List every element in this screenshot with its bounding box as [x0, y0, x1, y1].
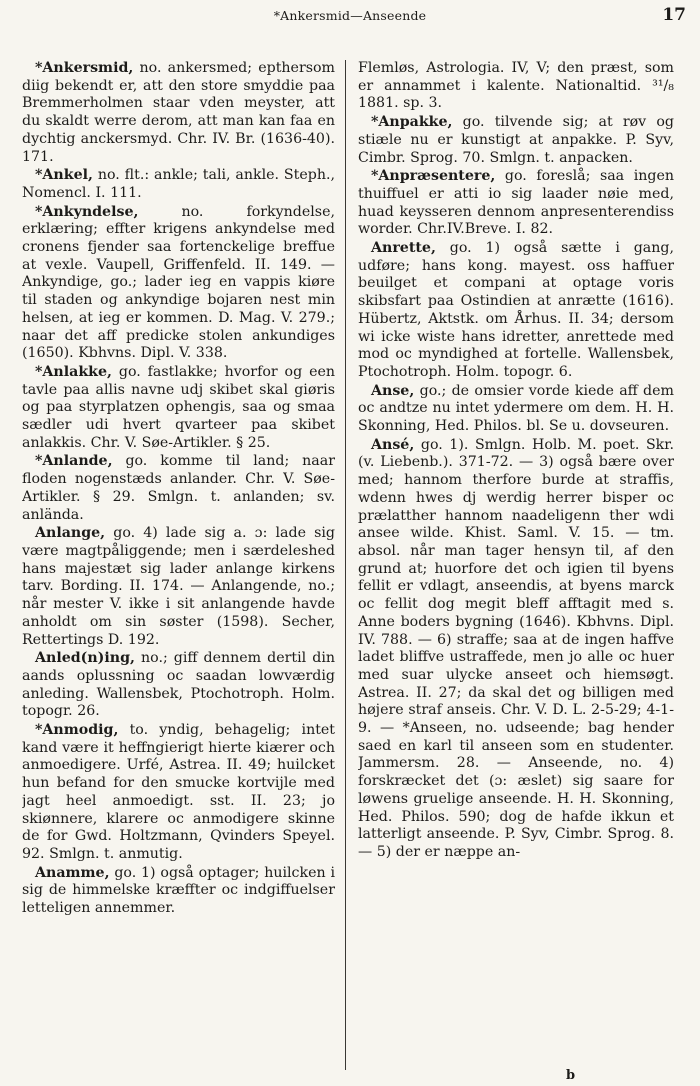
- headword: Anse,: [371, 382, 415, 399]
- headword: *Anlande,: [35, 453, 113, 470]
- entry: [22, 167, 335, 202]
- entry-continuation: [358, 60, 674, 113]
- entry: [358, 114, 674, 167]
- right-column: [358, 60, 674, 1060]
- page-number: 17: [662, 5, 686, 25]
- headword: Anled(n)ing,: [35, 650, 135, 667]
- entry-body: no. ankersmed; epthersom diig bekendt er, att den store smyddie paa Bremmerholmen staar vden meyster, att du skaldt werre derom, att man kan faa en dychtig anckersmyd. Chr. IV. Br. (1636-40). 171.: [22, 60, 335, 165]
- entry-body: no. flt.: ankle; tali, ankle. Steph., Nomencl. I. 111.: [22, 167, 335, 201]
- entry-body: no.; giff dennem dertil din aands oplussning oc saadan lowværdig anleding. Wallensbek, Ptochotroph. Holm. topogr. 26.: [22, 650, 335, 720]
- entry-body: go. 1) også sætte i gang, udføre; hans kong. mayest. oss haffuer beuilget et compani at optage voris skibsfart paa Ostindien at anrætte (1616). Hübertz, Aktstk. om Århus. II. 34; dersom wi icke wiste hans idretter, anrettede med mod oc myndighed at fortelle. Wallensbek, Ptochotroph. Holm. topogr. 6.: [358, 240, 674, 380]
- headword: *Ankyndelse,: [35, 203, 139, 220]
- entry: [22, 722, 335, 864]
- entry: [22, 865, 335, 918]
- entry-body: go. tilvende sig; at røv og stiæle nu er kunstigt at anpakke. P. Syv, Cimbr. Sprog. 70. Smlgn. t. anpacken.: [358, 114, 674, 166]
- entry-body: go. foreslå; saa ingen thuiffuel er atti io sig laader nøie med, huad keysseren dennom anpresenterendiss worder. Chr.IV.Breve. I. 82.: [358, 168, 674, 238]
- entry: [358, 168, 674, 239]
- entry: [22, 453, 335, 524]
- entry-body: Flemløs, Astrologia. IV, V; den præst, som er annammet i kalente. Nationaltid. ³¹/₈ 1881. sp. 3.: [358, 60, 674, 112]
- entry-body: go. komme til land; naar floden nogenstæds anlander. Chr. V. Søe-Artikler. § 29. Smlgn. t. anlanden; sv. anlända.: [22, 453, 335, 523]
- headword: Anrette,: [371, 240, 436, 257]
- entry-body: to. yndig, behagelig; intet kand være it heffngierigt hierte kiærer och anmoedigere. Urfé, Astrea. II. 49; huilcket hun befand for den smucke kortvijle med jagt heel anmoedigt. sst. II. 23; jo skiønnere, klarere oc anmodigere skinne de for Gwd. Holtzmann, Qvinders Speyel. 92. Smlgn. t. anmutig.: [22, 722, 335, 862]
- entry-body: go. 4) lade sig a. ɔ: lade sig være magtpåliggende; men i særdeleshed hans majestæt sig lader anlange kirkens tarv. Bording. II. 174. — Anlangende, no.; når mester V. ikke i sit anlangende havde anholdt om sin søster (1598). Secher, Rettertings D. 192.: [22, 525, 335, 648]
- entry-body: go. 1). Smlgn. Holb. M. poet. Skr. (v. Liebenb.). 371-72. — 3) også bære over med; hannom therfore burde at straffis, wdenn hwes dj werdig herrer bisper oc prælatther hannom naadeligenn ther wdi ansee wilde. Khist. Saml. V. 15. — tm. absol. når man tager hensyn til, af den grund at; huorfore det och igien til byens fellit er vdlagt, anseendis, at byens marck oc fellit dog megit bleff afftagit med s. Anne boders bygning (1646). Kbhvns. Dipl. IV. 788. — 6) straffe; saa at de ingen haffve ladet bliffve ustraffede, men jo alle oc huer med suar ulycke anseet och hiemsøgt. Astrea. II. 27; da skal det og billigen med højere straf anseis. Chr. V. D. L. 2-5-29; 4-1-9. — *Anseen, no. udseende; bag hender saed en karl til anseen som en studenter. Jammersm. 28. — Anseende, no. 4) forskræcket det (ɔ: æslet) sig saare for løwens gruelige anseende. H. H. Skonning, Hed. Philos. 590; dog de hafde ikkun et latterligt anseende. P. Syv, Cimbr. Sprog. 8. — 5) der er næppe an-: [358, 436, 674, 860]
- headword: *Ankersmid,: [35, 60, 134, 76]
- entry-body: go. fastlakke; hvorfor og een tavle paa allis navne udj skibet skal giøris og paa styrplatzen ophengis, saa og smaa sædler udi hvert qvarteer paa skibet anlakkis. Chr. V. Søe-Artikler. § 25.: [22, 363, 335, 451]
- entry: [358, 437, 674, 862]
- headword: *Ankel,: [35, 167, 93, 184]
- entry-body: no. forkyndelse, erklæring; effter krigens ankyndelse med cronens fjender saa fortenckelige breffue at vexle. Vaupell, Griffenfeld. II. 149. — Ankyndige, go.; lader ieg en vappis kiøre til staden og ankyndige bojaren nest min helsen, at ieg er kommen. D. Mag. V. 279.; naar det aff predicke stolen ankundiges (1650). Kbhvns. Dipl. V. 338.: [22, 203, 335, 362]
- signature-mark: b: [566, 1068, 576, 1083]
- headword: *Anlakke,: [35, 363, 112, 380]
- headword: *Anpakke,: [371, 114, 453, 131]
- entry: [358, 383, 674, 436]
- headword: Anamme,: [35, 864, 110, 881]
- entry: [358, 240, 674, 382]
- entry-body: go. 1) også optager; huilcken i sig de himmelske kræffter oc indgiffuelser letteligen annemmer.: [22, 864, 335, 917]
- entry-body: go.; de omsier vorde kiede aff dem oc andtze nu intet ydermere om dem. H. H. Skonning, Hed. Philos. bl. Se u. dovseuren.: [358, 382, 674, 435]
- headword: Ansé,: [371, 436, 415, 453]
- entry: [22, 525, 335, 649]
- entry: [22, 204, 335, 363]
- column-divider: [345, 60, 346, 1070]
- entry: [22, 650, 335, 721]
- running-head: *Ankersmid—Anseende: [273, 8, 427, 23]
- left-column: [22, 60, 335, 1060]
- headword: *Anpræsentere,: [371, 168, 496, 185]
- entry: [22, 60, 335, 166]
- headword: *Anmodig,: [35, 722, 119, 739]
- entry: [22, 364, 335, 453]
- headword: Anlange,: [35, 525, 106, 542]
